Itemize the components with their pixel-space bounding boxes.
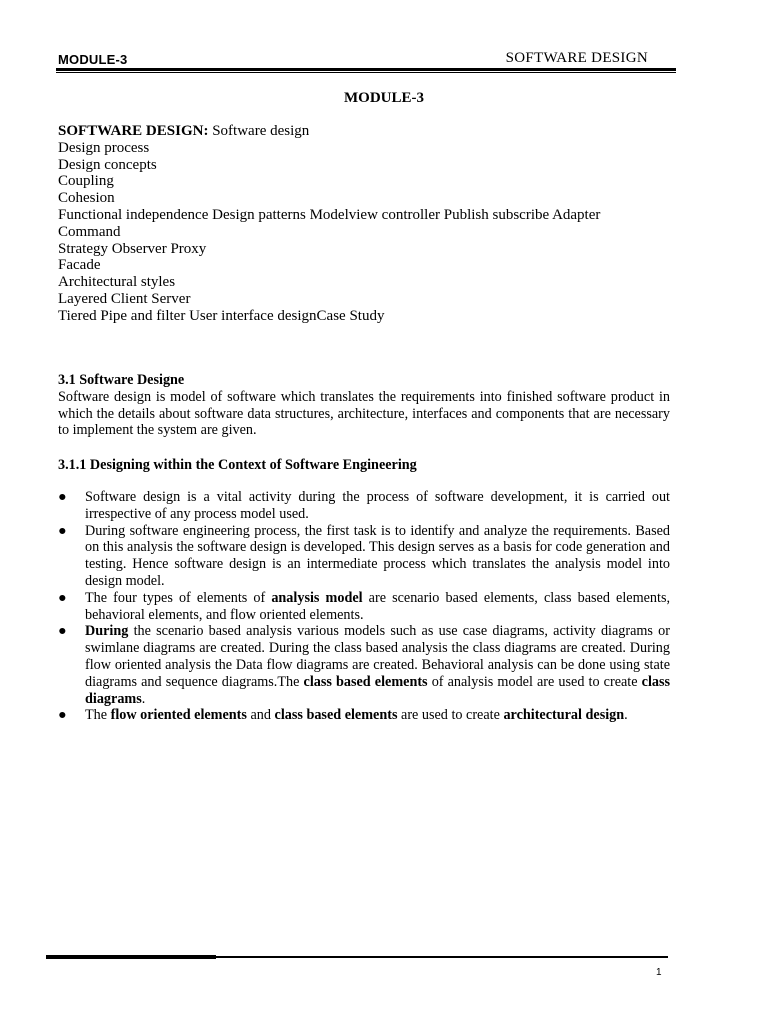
list-item [58, 707, 670, 724]
bullet-icon: ● [58, 489, 67, 505]
list-item-text: During software engineering process, the first task is to identify and analyze the requirements. Based on this analysis the software design is developed. This design serves as a basis for code generation and testing. Hence software design is an intermediate process which translates the analysis model into design model. [85, 522, 670, 589]
bullet-icon: ● [58, 707, 67, 724]
list-item-emphasis: During [85, 623, 129, 640]
list-item-emphasis: class based elements [274, 707, 398, 724]
topic-list-item: Cohesion [58, 190, 115, 207]
list-item [58, 590, 670, 624]
section-3-1-1 [58, 457, 670, 474]
footer-rule [46, 956, 668, 958]
list-item-text: are used to create [397, 707, 504, 724]
bullet-list [58, 489, 670, 724]
list-item-text: Software design is a vital activity during the process of software development, it is carried out irrespective of any process model used. [85, 489, 670, 522]
topic-list-item: Coupling [58, 173, 114, 190]
list-item-text: . [624, 707, 628, 724]
list-item-text: are scenario based elements, class based elements, behavioral elements, and flow oriented elements. [85, 589, 671, 623]
page-number: 1 [656, 967, 662, 978]
topic-list [58, 123, 678, 325]
list-item-text: the scenario based analysis various models such as use case diagrams, activity diagrams or swimlane diagrams are created. During the class based analysis the class diagrams are created. During flow oriented analysis the Data flow diagrams are created. Behavioral analysis can be done using state diagrams and sequence diagrams.The [85, 623, 670, 690]
list-item-text: and [246, 707, 275, 724]
topic-list-first: Software design [208, 123, 310, 139]
header-subject-label: SOFTWARE DESIGN [505, 50, 648, 66]
topic-list-item: Design concepts [58, 156, 157, 173]
topic-list-item: Strategy Observer Proxy [58, 240, 207, 257]
list-item-emphasis: class diagrams [85, 673, 671, 707]
topic-list-item: Tiered Pipe and filter User interface designCase Study [58, 307, 385, 324]
topic-list-item: Facade [58, 257, 101, 274]
section-heading: 3.1 Software Designe [58, 372, 185, 388]
bullet-icon: ● [58, 522, 67, 539]
page-header [58, 50, 670, 70]
topic-list-item: Architectural styles [58, 274, 176, 291]
topic-list-item: Command [58, 223, 121, 240]
list-item-emphasis: architectural design [503, 707, 625, 724]
list-item [58, 489, 670, 523]
list-item-text: . [141, 690, 146, 707]
topic-list-item: Layered Client Server [58, 290, 191, 307]
header-rule-thin [56, 72, 676, 73]
page-title: MODULE-3 [344, 90, 424, 106]
header-rule [56, 68, 676, 71]
list-item-text: The [85, 707, 111, 724]
list-item-text: of analysis model are used to create [427, 673, 642, 690]
topic-list-heading: SOFTWARE DESIGN: [58, 123, 209, 139]
list-item-emphasis: class based elements [303, 673, 428, 690]
list-item-text: The four types of elements of [85, 589, 272, 606]
list-item [58, 523, 670, 590]
header-module-label: MODULE-3 [58, 52, 128, 67]
bullet-icon: ● [58, 623, 67, 640]
section-heading: 3.1.1 Designing within the Context of Software Engineering [58, 457, 417, 473]
list-item-emphasis: analysis model [271, 589, 363, 606]
section-3-1 [58, 372, 670, 439]
bullet-icon: ● [58, 589, 67, 606]
section-paragraph: Software design is model of software which translates the requirements into finished software product in which the details about software data structures, architecture, interfaces and components that are necessary to implement the system are given. [58, 388, 670, 439]
topic-list-item [58, 123, 678, 140]
list-item [58, 623, 670, 707]
topic-list-item: Functional independence Design patterns Modelview controller Publish subscribe Adapter [58, 206, 601, 223]
topic-list-item: Design process [58, 139, 150, 156]
list-item-emphasis: flow oriented elements [110, 707, 247, 724]
